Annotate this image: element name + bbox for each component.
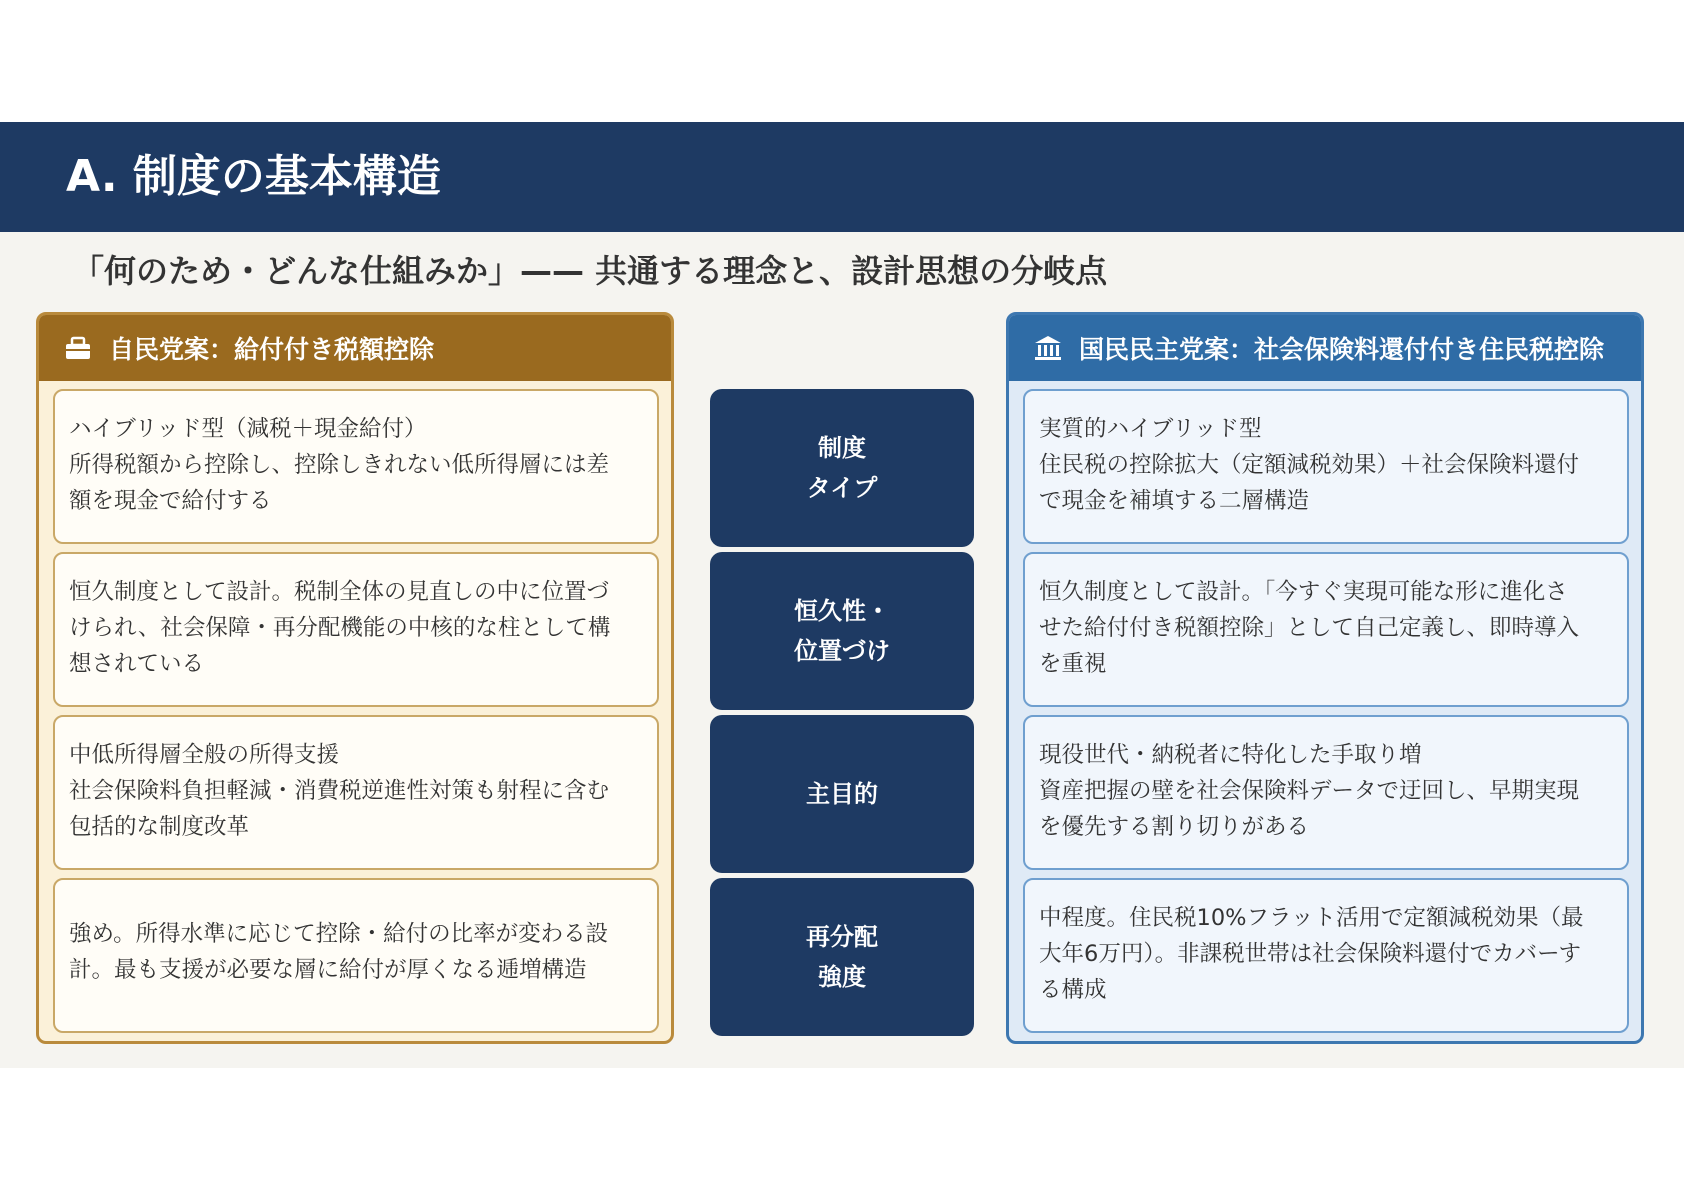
card-line: 社会保険料負担軽減・消費税逆進性対策も射程に含む: [69, 778, 610, 804]
label-main-purpose: 主目的: [710, 715, 974, 873]
page-title: A. 制度の基本構造: [66, 151, 441, 202]
ldp-card-permanence: [53, 552, 659, 707]
card-line: 額を現金で給付する: [69, 488, 272, 514]
card-line: 実質的ハイブリッド型: [1039, 416, 1262, 442]
card-line: せた給付付き税額控除」として自己定義し、即時導入: [1039, 615, 1580, 641]
ldp-card-system-type: [53, 389, 659, 544]
card-line: けられ、社会保障・再分配機能の中核的な柱として構: [69, 615, 611, 641]
card-line: 強め。所得水準に応じて控除・給付の比率が変わる設: [69, 921, 609, 947]
dpfp-card-system-type: [1023, 389, 1629, 544]
subtitle: 「何のため・どんな仕組みか」—— 共通する理念と、設計思想の分岐点: [72, 252, 1108, 290]
ldp-panel-header: [39, 315, 671, 381]
card-line: 大年6万円）。非課税世帯は社会保険料還付でカバーす: [1039, 941, 1581, 967]
bank-icon: [1033, 333, 1063, 363]
card-line: 恒久制度として設計。税制全体の見直しの中に位置づ: [69, 579, 610, 605]
ldp-proposal-panel: [36, 312, 674, 1044]
header-band: [0, 122, 1684, 232]
content-area: [0, 232, 1684, 1068]
label-system-type: 制度 タイプ: [710, 389, 974, 547]
dpfp-panel-header: [1009, 315, 1641, 381]
ldp-card-redistribution: [53, 878, 659, 1033]
briefcase-icon: [63, 333, 93, 363]
card-line: 中程度。住民税10%フラット活用で定額減税効果（最: [1039, 905, 1584, 931]
card-line: ハイブリッド型（減税＋現金給付）: [69, 416, 427, 442]
dpfp-card-redistribution: [1023, 878, 1629, 1033]
card-line: 恒久制度として設計。「今すぐ実現可能な形に進化さ: [1039, 579, 1568, 605]
ldp-panel-title: 自民党案：給付付き税額控除: [109, 335, 435, 364]
label-permanence: 恒久性・ 位置づけ: [710, 552, 974, 710]
card-line: を優先する割り切りがある: [1039, 814, 1310, 840]
dpfp-proposal-panel: [1006, 312, 1644, 1044]
label-redistribution: 再分配 強度: [710, 878, 974, 1036]
card-line: を重視: [1039, 651, 1107, 677]
card-line: 資産把握の壁を社会保険料データで迂回し、早期実現: [1039, 778, 1580, 804]
dpfp-card-permanence: [1023, 552, 1629, 707]
ldp-card-main-purpose: [53, 715, 659, 870]
card-line: で現金を補填する二層構造: [1039, 488, 1310, 514]
dpfp-card-main-purpose: [1023, 715, 1629, 870]
card-line: 計。最も支援が必要な層に給付が厚くなる逓増構造: [69, 957, 587, 983]
dpfp-panel-title: 国民民主党案：社会保険料還付付き住民税控除: [1079, 335, 1605, 364]
card-line: 想されている: [69, 651, 205, 677]
card-line: る構成: [1039, 977, 1107, 1003]
card-line: 包括的な制度改革: [69, 814, 250, 840]
card-line: 所得税額から控除し、控除しきれない低所得層には差: [69, 452, 610, 478]
card-line: 住民税の控除拡大（定額減税効果）＋社会保険料還付: [1039, 452, 1580, 478]
card-line: 現役世代・納税者に特化した手取り増: [1039, 742, 1422, 768]
card-line: 中低所得層全般の所得支援: [69, 742, 340, 768]
